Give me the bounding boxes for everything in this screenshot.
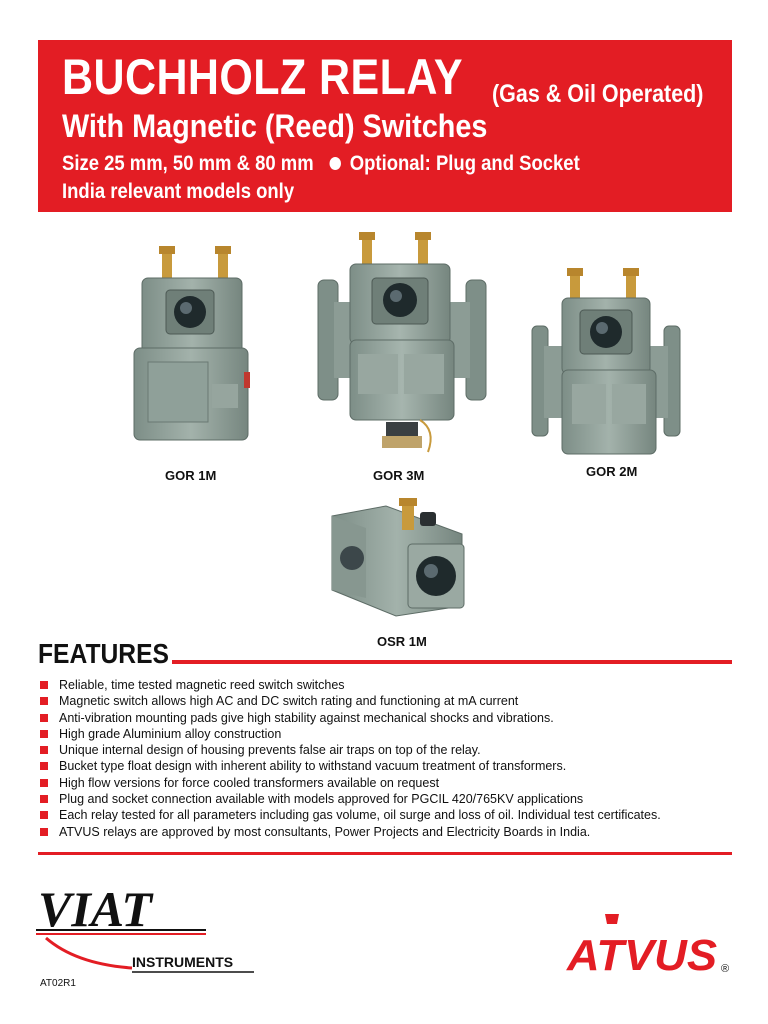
features-heading: FEATURES [38,638,169,669]
banner-title: BUCHHOLZ RELAY [62,49,464,105]
bullet-square-icon [40,779,48,787]
banner-title-suffix: (Gas & Oil Operated) [492,80,704,108]
feature-item: Bucket type float design with inherent ability to withstand vacuum treatment of transformers. [40,758,740,774]
footer-divider [38,852,732,855]
banner-sizes: Size 25 mm, 50 mm & 80 mm [62,152,314,175]
relay-gor-3m-image [316,230,488,460]
relay-gor-1m-image [126,244,256,444]
feature-item: High flow versions for force cooled transformers available on request [40,775,740,791]
feature-item: Each relay tested for all parameters including gas volume, oil surge and loss of oil. Individual test certificates. [40,807,740,823]
bullet-square-icon [40,714,48,722]
feature-item: Anti-vibration mounting pads give high stability against mechanical shocks and vibrations. [40,710,740,726]
feature-item: Magnetic switch allows high AC and DC switch rating and functioning at mA current [40,693,740,709]
product-caption: GOR 2M [586,464,638,479]
banner-title-row [62,48,704,108]
relay-osr-1m-image [326,494,472,622]
feature-item: Reliable, time tested magnetic reed switch switches [40,677,740,693]
feature-item: Plug and socket connection available with models approved for PGCIL 420/765KV applications [40,791,740,807]
registered-mark: ® [721,963,730,975]
bullet-square-icon [40,697,48,705]
atvus-logo [565,910,735,980]
banner-sizes-row [62,152,580,176]
banner-subtitle: With Magnetic (Reed) Switches [62,108,488,144]
bullet-square-icon [40,730,48,738]
document-code: AT02R1 [40,978,76,989]
banner-note: India relevant models only [62,180,295,203]
feature-item: Unique internal design of housing prevents false air traps on top of the relay. [40,742,740,758]
viat-sub-text: INSTRUMENTS [132,954,234,970]
bullet-square-icon [40,811,48,819]
features-list [40,677,740,840]
bullet-square-icon [40,762,48,770]
viat-logo-text: VIAT [38,881,152,937]
banner-optional: Optional: Plug and Socket [349,152,580,175]
feature-item: ATVUS relays are approved by most consultants, Power Projects and Electricity Boards in India. [40,824,740,840]
bullet-square-icon [40,828,48,836]
product-caption: OSR 1M [377,634,427,649]
bullet-square-icon [40,681,48,689]
atvus-logo-text: ATVUS [565,931,717,980]
bullet-square-icon [40,746,48,754]
bullet-square-icon [40,795,48,803]
title-banner [38,40,732,212]
features-divider [172,660,732,664]
bullet-dot-icon [330,157,341,170]
viat-instruments-logo [36,874,266,974]
relay-gor-2m-image [530,266,682,460]
product-caption: GOR 1M [165,468,217,483]
feature-item: High grade Aluminium alloy construction [40,726,740,742]
product-caption: GOR 3M [373,468,425,483]
